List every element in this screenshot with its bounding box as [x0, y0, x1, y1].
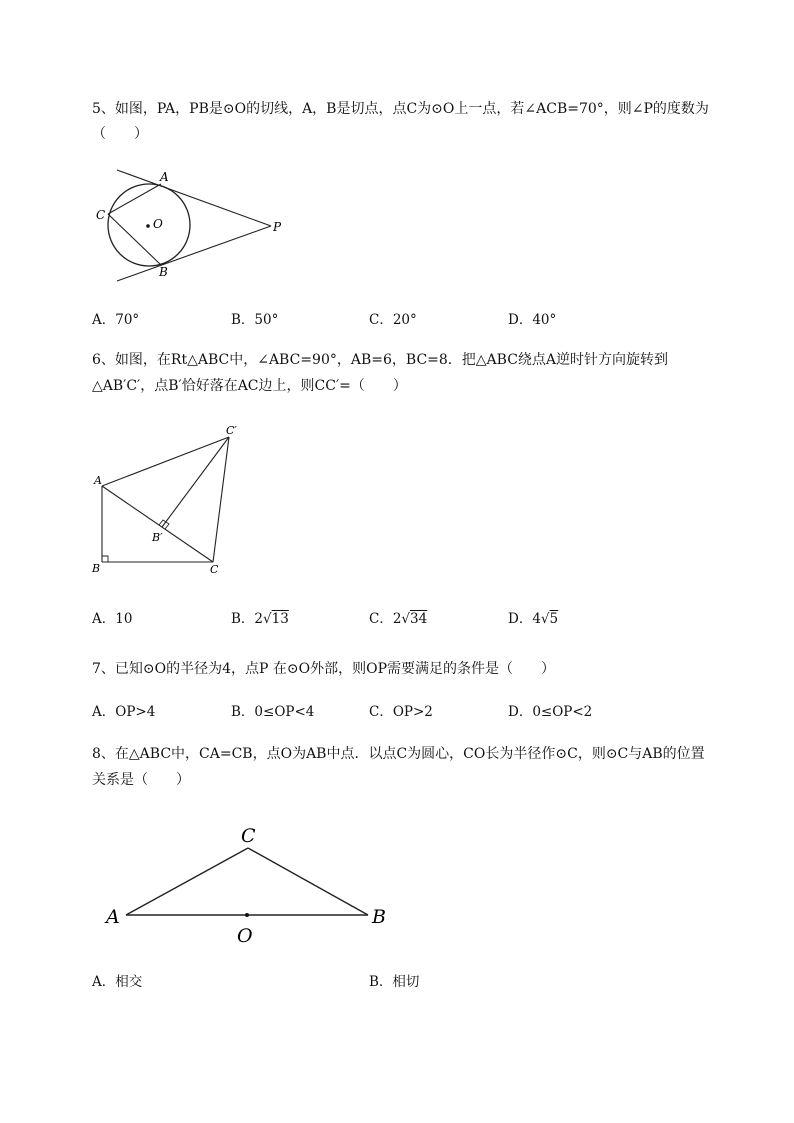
- q5-option-c[interactable]: C．20°: [369, 312, 417, 328]
- q6-option-d-radicand: 5: [549, 611, 559, 627]
- q6-stem-line2: △AB′C′，点B′恰好落在AC边上，则CC′=（ ）: [92, 378, 407, 394]
- q6-option-b-radicand: 13: [271, 611, 289, 627]
- q5-label-a: A: [160, 170, 169, 184]
- q6-option-d-prefix: D．4: [508, 611, 541, 627]
- radical-icon: √: [540, 611, 550, 627]
- q7-stem-line1: 7、已知⊙O的半径为4，点P 在⊙O外部，则OP需要满足的条件是（ ）: [92, 661, 555, 677]
- q8-seg-cb: [248, 848, 368, 915]
- q5-option-a[interactable]: A．70°: [92, 312, 140, 328]
- radical-icon: √: [401, 611, 411, 627]
- q6-label-b: B: [92, 562, 101, 575]
- q6-label-c: C: [210, 563, 219, 576]
- q5-label-p: P: [273, 220, 282, 234]
- q6-stem-line1: 6、如图，在Rt△ABC中，∠ABC=90°，AB=6，BC=8．把△ABC绕点A逆时针方向旋转到: [92, 352, 669, 368]
- q5-option-b[interactable]: B．50°: [231, 312, 279, 328]
- q8-midpoint-dot: [245, 913, 249, 917]
- q8-label-c: C: [241, 825, 256, 847]
- q6-label-bp: B′: [152, 531, 163, 544]
- q8-label-o: O: [237, 925, 253, 947]
- q7-option-c[interactable]: C．OP>2: [369, 704, 433, 720]
- q5-option-d[interactable]: D．40°: [508, 312, 557, 328]
- q8-label-a: A: [106, 906, 120, 928]
- q6-option-c-radicand: 34: [410, 611, 428, 627]
- q6-label-cp: C′: [226, 424, 237, 437]
- q6-option-b-prefix: B．2: [231, 611, 264, 627]
- q6-option-c-prefix: C．2: [369, 611, 402, 627]
- q8-label-b: B: [372, 906, 386, 928]
- q8-stem-line2: 关系是（ ）: [92, 772, 190, 788]
- q7-option-b[interactable]: B．0≤OP<4: [231, 704, 315, 720]
- q6-option-a[interactable]: A．10: [92, 611, 133, 627]
- q6-label-a: A: [94, 474, 102, 487]
- q8-option-b[interactable]: B．相切: [369, 974, 420, 990]
- q8-seg-ac: [126, 848, 248, 915]
- q7-option-d[interactable]: D．0≤OP<2: [508, 704, 593, 720]
- q5-label-o: O: [153, 217, 163, 231]
- q8-option-a[interactable]: A．相交: [92, 974, 143, 990]
- q7-option-a[interactable]: A．OP>4: [92, 704, 156, 720]
- q5-stem-line2: （ ）: [92, 126, 148, 142]
- q5-stem-line1: 5、如图，PA，PB是⊙O的切线，A，B是切点，点C为⊙O上一点，若∠ACB=70°，则∠P的度数为: [92, 101, 709, 117]
- q5-label-c: C: [96, 208, 106, 222]
- q8-stem-line1: 8、在△ABC中，CA=CB，点O为AB中点．以点C为圆心，CO长为半径作⊙C，则⊙C与AB的位置: [92, 746, 705, 762]
- q5-label-b: B: [159, 265, 168, 279]
- radical-icon: √: [263, 611, 272, 627]
